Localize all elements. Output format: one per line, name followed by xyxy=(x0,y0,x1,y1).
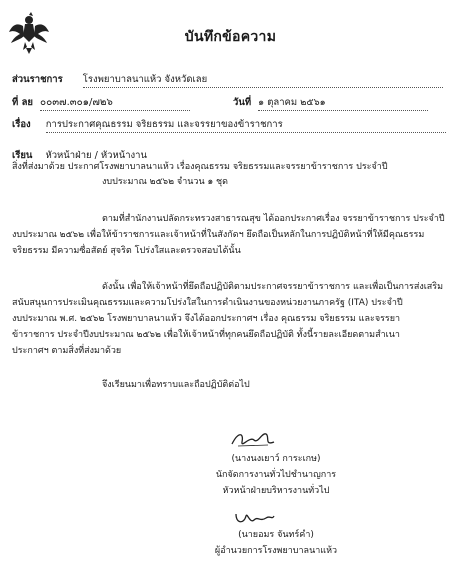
recipient-label: เรียน xyxy=(12,150,33,161)
memo-title: บันทึกข้อความ xyxy=(184,29,277,45)
department-row xyxy=(12,72,443,88)
subject-row xyxy=(12,117,446,133)
signature-1-handwriting xyxy=(228,428,278,450)
date-value: ๑ ตุลาคม ๒๕๖๑ xyxy=(258,95,428,111)
paragraph-1-line-3: จริยธรรม มีความซื่อสัตย์ สุจริต โปร่งใสและตรวจสอบได้นั้น xyxy=(12,246,241,256)
paragraph-1-line-1: ตามที่สำนักงานปลัดกระทรวงสาธารณสุข ได้ออกประกาศเรื่อง จรรยาข้าราชการ ประจำปี xyxy=(102,214,445,224)
paragraph-2-line-2: สนับสนุนการประเมินคุณธรรมและความโปร่งใสในการดำเนินงานของหน่วยงานภาครัฐ (ITA) ประจำปี xyxy=(12,298,403,308)
subject-value: การประกาศคุณธรรม จริยธรรม และจรรยาของข้าราชการ xyxy=(46,117,446,133)
department-label: ส่วนราชการ xyxy=(12,74,63,85)
paragraph-2-line-3: งบประมาณ พ.ศ. ๒๕๖๒ โรงพยาบาลนาแห้ว จึงได้ออกประกาศฯ เรื่อง คุณธรรม จริยธรรม และจรรยา xyxy=(12,314,401,324)
paragraph-2-line-5: ประกาศฯ ตามสิ่งที่ส่งมาด้วย xyxy=(12,346,122,356)
reference-label: ที่ ลย xyxy=(12,97,33,108)
signature-2-handwriting xyxy=(232,508,276,528)
enclosure-line-2: งบประมาณ ๒๕๖๒ จำนวน ๑ ชุด xyxy=(102,177,229,187)
paragraph-2-line-1: ดังนั้น เพื่อให้เจ้าหน้าที่ยึดถือปฏิบัติตามประกาศจรรยาข้าราชการ และเพื่อเป็นการส่งเสริม xyxy=(102,282,444,292)
recipient-value: หัวหน้าฝ่าย / หัวหน้างาน xyxy=(45,150,148,161)
closing-line: จึงเรียนมาเพื่อทราบและถือปฏิบัติต่อไป xyxy=(102,380,250,390)
subject-label: เรื่อง xyxy=(12,119,31,130)
paragraph-2-line-4: ข้าราชการ ประจำปีงบประมาณ ๒๕๖๒ เพื่อให้เจ้าหน้าที่ทุกคนยึดถือปฏิบัติ ทั้งนี้รายละเอียดตามสำเนา xyxy=(12,330,400,340)
reference-value: ๐๐๓๗.๓๐๑/๗๒๖ xyxy=(40,95,190,111)
enclosure-line-1: สิ่งที่ส่งมาด้วย ประกาศโรงพยาบาลนาแห้ว เรื่องคุณธรรม จริยธรรมและจรรยาข้าราชการ ประจำปี xyxy=(12,162,388,172)
signature-1-name: (นางนงเยาว์ การะเกษ) xyxy=(231,454,321,464)
department-value: โรงพยาบาลนาแห้ว จังหวัดเลย xyxy=(83,72,443,88)
signature-1-position-1: นักจัดการงานทั่วไปชำนาญการ xyxy=(215,470,337,480)
reference-row xyxy=(12,95,428,111)
signature-2-position-1: ผู้อำนวยการโรงพยาบาลนาแห้ว xyxy=(214,546,338,556)
date-label: วันที่ xyxy=(233,97,252,108)
signature-1-position-2: หัวหน้าฝ่ายบริหารงานทั่วไป xyxy=(222,486,330,496)
paragraph-1-line-2: งบประมาณ ๒๕๖๒ เพื่อให้ข้าราชการและเจ้าหน้าที่ในสังกัดฯ ยึดถือเป็นหลักในการปฏิบัติหน้าที่ให้มีคุณธรรม xyxy=(12,230,425,240)
signature-2-name: (นายอมร จันทร์คำ) xyxy=(238,530,314,540)
